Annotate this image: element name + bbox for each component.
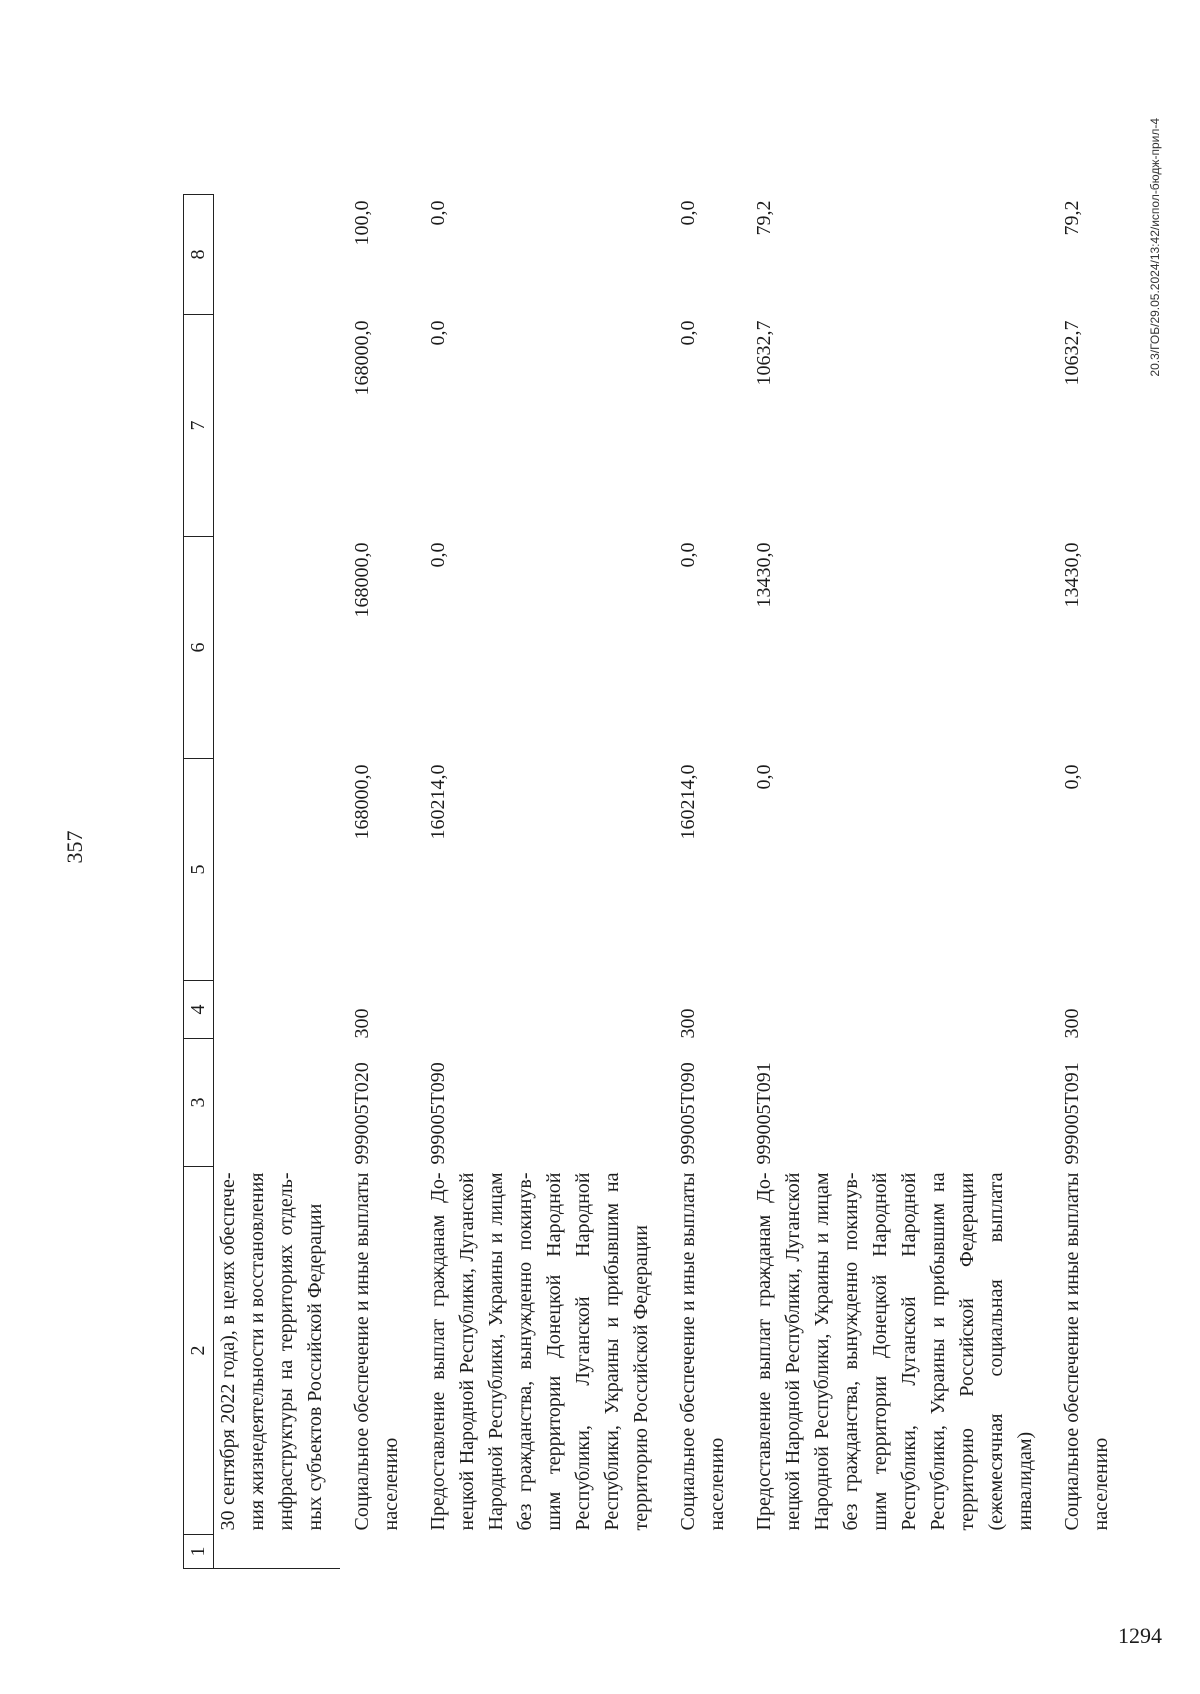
row-code: 999005Т090	[677, 1062, 699, 1165]
table-row	[340, 195, 416, 1569]
row-code: 999005Т090	[427, 1062, 449, 1165]
row-code: 999005Т020	[351, 1062, 373, 1165]
column-header: 4	[184, 981, 214, 1039]
row-v8: 79,2	[753, 200, 775, 236]
column-header: 3	[184, 1039, 214, 1167]
sheet-number: 1294	[1118, 1623, 1162, 1648]
row-v5	[214, 759, 341, 981]
row-v8: 100,0	[351, 200, 373, 246]
row-vr	[214, 981, 341, 1039]
table-row	[416, 195, 666, 1569]
column-header: 6	[184, 537, 214, 759]
row-v7: 10632,7	[753, 320, 775, 386]
row-v7	[214, 315, 341, 537]
row-v7: 0,0	[427, 320, 449, 346]
row-v6	[214, 537, 341, 759]
row-name: Социальное обеспечение и иные выплаты населению	[1061, 1172, 1112, 1531]
row-vr: 300	[677, 1008, 699, 1039]
row-vr	[742, 981, 1050, 1039]
row-name: Социальное обеспечение и иные выплаты населению	[351, 1172, 402, 1531]
budget-table	[183, 194, 1126, 1569]
row-v6: 168000,0	[351, 542, 373, 618]
row-vr	[416, 981, 666, 1039]
row-v5: 168000,0	[351, 764, 373, 840]
row-v7: 10632,7	[1061, 320, 1083, 386]
row-name: Предоставление выплат гражданам Донецкой Народной Республики, Луганской Народной Республики, Украины и лицам без гражданства, вынужденно покинувшим территории Донецкой Народной Республики, Луганской Народной Республики, Украины и прибывшим на территорию Российской Федерации (ежемесячная социальная выплата инвалидам)	[753, 1172, 1036, 1531]
column-header: 8	[184, 195, 214, 315]
row-v6: 0,0	[427, 542, 449, 568]
column-header: 7	[184, 315, 214, 537]
row-v8: 0,0	[677, 200, 699, 226]
row-v6: 0,0	[677, 542, 699, 568]
table-row	[666, 195, 742, 1569]
row-v5: 0,0	[753, 764, 775, 790]
row-v7: 0,0	[677, 320, 699, 346]
page-number: 357	[62, 830, 87, 864]
print-stamp: 20.3/ГОБ/29.05.2024/13:42/испол-бюдж-прил-4	[1148, 118, 1162, 377]
row-v8: 79,2	[1061, 200, 1083, 236]
row-name: 30 сентября 2022 года), в целях обеспечения жизнедеятельности и восстановления инфраструктуры на территориях отдельных субъектов Российской Федерации	[217, 1172, 326, 1531]
row-v5: 160214,0	[427, 764, 449, 840]
row-v5: 160214,0	[677, 764, 699, 840]
row-vr: 300	[1061, 1008, 1083, 1039]
table-row	[742, 195, 1050, 1569]
row-v5: 0,0	[1061, 764, 1083, 790]
column-header: 2	[184, 1167, 214, 1535]
row-name: Предоставление выплат гражданам Донецкой Народной Республики, Луганской Народной Республики, Украины и лицам без гражданства, вынужденно покинувшим территории Донецкой Народной Республики, Луганской Народной Республики, Украины и прибывшим на территорию Российской Федерации	[427, 1172, 652, 1531]
row-vr: 300	[351, 1008, 373, 1039]
row-v8	[214, 195, 341, 315]
table-row	[1050, 195, 1126, 1569]
row-code: 999005Т091	[753, 1062, 775, 1165]
table-row	[214, 195, 341, 1569]
row-name: Социальное обеспечение и иные выплаты населению	[677, 1172, 728, 1531]
column-number-row	[184, 195, 214, 1569]
row-v6: 13430,0	[753, 542, 775, 608]
row-v6: 13430,0	[1061, 542, 1083, 608]
row-v7: 168000,0	[351, 320, 373, 396]
row-code: 999005Т091	[1061, 1062, 1083, 1165]
row-code	[214, 1039, 341, 1167]
column-header: 1	[184, 1535, 214, 1569]
row-v8: 0,0	[427, 200, 449, 226]
column-header: 5	[184, 759, 214, 981]
